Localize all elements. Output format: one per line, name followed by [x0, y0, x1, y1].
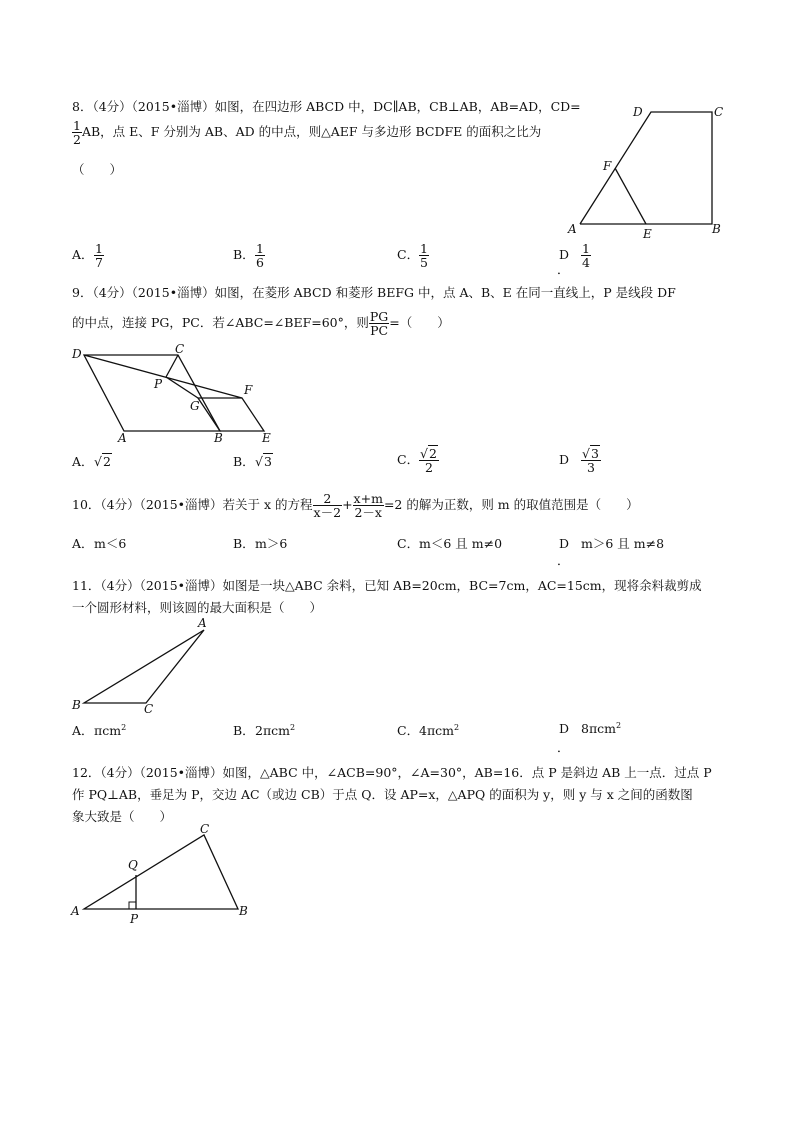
q10-option-d-dot: ．	[557, 553, 570, 568]
q11-option-d[interactable]: D 8πcm$^2$	[559, 721, 622, 737]
q8-header: 8．（4分）（2015•淄博）如图，在四边形 ABCD 中，DC∥AB，CB⊥AB，AB=AD，CD=	[72, 99, 581, 114]
q9-option-d[interactable]: D $\frac{√3}{3}$	[559, 446, 599, 476]
q10-option-a[interactable]: A．m＜6	[72, 536, 127, 551]
q12-label-p: P	[130, 912, 139, 926]
q10-line1: 10．（4分）（2015•淄博）若关于 x 的方程 $\frac{2}{x-2}$ + $\frac{x+m}{2-x}$ =2 的解为正数，则 m 的取值范围是（ ）	[72, 491, 639, 521]
q8-line2-text: AB，点 E、F 分别为 AB、AD 的中点，则△AEF 与多边形 BCDFE 的面积之比为	[81, 124, 542, 140]
q8-label-d: D	[633, 105, 643, 119]
q9-line1: 9．（4分）（2015•淄博）如图，在菱形 ABCD 和菱形 BEFG 中，点 A、B、E 在同一直线上，P 是线段 DF	[72, 285, 676, 300]
q12-label-c: C	[200, 822, 210, 836]
q8-fraction: $\frac{1}{2}$	[73, 118, 81, 148]
q11-line2: 一个圆形材料，则该圆的最大面积是（ ）	[72, 600, 323, 615]
q12-label-b: B	[239, 904, 248, 918]
q9-label-d: D	[72, 347, 82, 361]
q8-quadrilateral	[580, 112, 712, 224]
q11-option-a[interactable]: A．πcm$^2$	[72, 722, 127, 738]
q11-triangle	[84, 630, 204, 703]
q8-option-a[interactable]: A． $\frac{1}{7}$	[72, 241, 103, 271]
q9-label-a: A	[118, 431, 127, 445]
q9-label-c: C	[175, 342, 185, 356]
q9-option-b[interactable]: B．√3	[233, 454, 272, 469]
q11-option-d-dot: ．	[557, 740, 570, 755]
q9-line2: 的中点，连接 PG，PC．若∠ABC=∠BEF=60°，则 $\frac{PG}{PC}$ =（ ）	[72, 309, 450, 339]
q8-label-e: E	[643, 227, 652, 241]
q9-label-b: B	[214, 431, 223, 445]
q8-label-c: C	[714, 105, 724, 119]
q12-line1: 12．（4分）（2015•淄博）如图，△ABC 中，∠ACB=90°，∠A=30°，AB=16．点 P 是斜边 AB 上一点．过点 P	[72, 765, 712, 780]
q8-line3: （ ）	[72, 162, 123, 177]
q8-label-a: A	[568, 222, 577, 236]
q12-label-a: A	[71, 904, 80, 918]
q9-rhombus-abcd	[84, 355, 220, 431]
q12-label-q: Q	[128, 858, 138, 872]
q9-segment-pg	[166, 377, 198, 398]
q10-option-d[interactable]: D m＞6 且 m≠8	[559, 536, 665, 551]
q12-triangle	[84, 835, 238, 909]
q10-option-b[interactable]: B．m＞6	[233, 536, 288, 551]
q8-segment-fe	[615, 168, 646, 224]
q8-line1	[72, 97, 581, 115]
q9-figure	[66, 342, 286, 447]
q8-label-f: F	[603, 159, 612, 173]
q8-option-c[interactable]: C． $\frac{1}{5}$	[397, 241, 428, 271]
q11-label-c: C	[144, 702, 154, 716]
q11-label-b: B	[72, 698, 81, 712]
q10-option-c[interactable]: C．m＜6 且 m≠0	[397, 536, 503, 551]
q11-line1: 11．（4分）（2015•淄博）如图是一块△ABC 余料，已知 AB=20cm，BC=7cm，AC=15cm，现将余料裁剪成	[72, 578, 702, 593]
q9-option-a[interactable]: A．√2	[72, 454, 111, 469]
q9-label-f: F	[244, 383, 253, 397]
q9-segment-pc	[166, 355, 178, 377]
q8-option-d-dot: ．	[557, 262, 570, 277]
q11-label-a: A	[198, 616, 207, 630]
q9-label-e: E	[262, 431, 271, 445]
q10-fraction-1: $\frac{2}{x-2}$	[313, 491, 342, 521]
q11-option-c[interactable]: C．4πcm$^2$	[397, 722, 460, 738]
q8-option-b[interactable]: B． $\frac{1}{6}$	[233, 241, 264, 271]
q11-option-b[interactable]: B．2πcm$^2$	[233, 722, 296, 738]
q9-rhombus-befg	[198, 398, 264, 431]
q11-figure	[66, 615, 226, 720]
q12-line2: 作 PQ⊥AB，垂足为 P，交边 AC（或边 CB）于点 Q．设 AP=x，△APQ 的面积为 y，则 y 与 x 之间的函数图	[72, 787, 693, 802]
q9-label-g: G	[190, 399, 200, 413]
q8-figure	[560, 100, 740, 245]
q10-fraction-2: $\frac{x+m}{2-x}$	[353, 491, 383, 521]
q9-label-p: P	[154, 377, 163, 391]
q8-line2	[72, 119, 541, 146]
q9-fraction: $\frac{PG}{PC}$	[369, 309, 389, 339]
q9-option-c[interactable]: C． $\frac{√2}{2}$	[397, 446, 437, 476]
q12-line3: 象大致是（ ）	[72, 809, 173, 824]
q9-segment-df	[84, 355, 242, 398]
q8-label-b: B	[712, 222, 721, 236]
q12-figure	[66, 822, 266, 927]
q8-option-d[interactable]: D $\frac{1}{4}$	[559, 241, 590, 271]
q12-right-angle-mark	[129, 902, 136, 909]
